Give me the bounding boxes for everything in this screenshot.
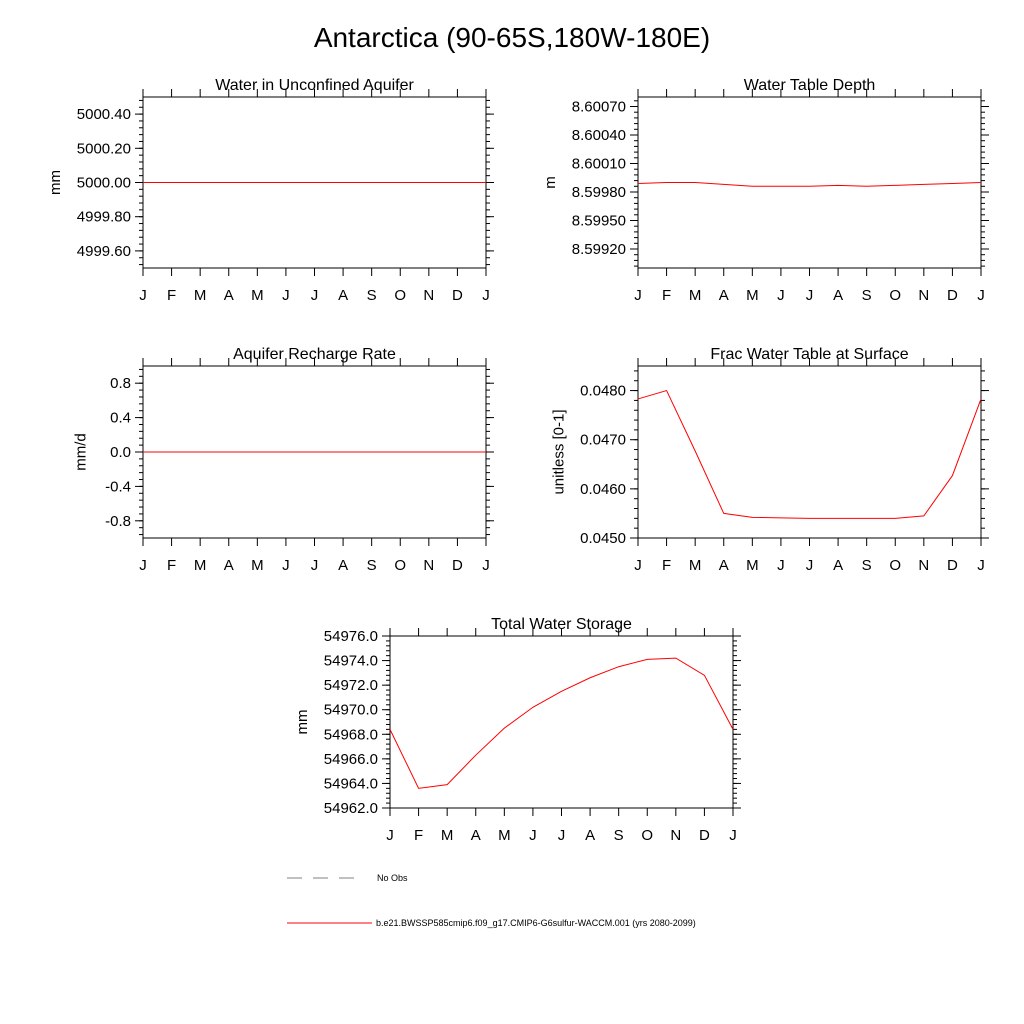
chart-panel-4 bbox=[551, 346, 989, 574]
x-tick-label: J bbox=[482, 557, 490, 574]
chart-panel-3 bbox=[72, 346, 494, 574]
y-tick-label: 54974.0 bbox=[323, 652, 378, 670]
x-tick-label: A bbox=[585, 827, 596, 844]
y-tick-label: 0.0450 bbox=[580, 530, 626, 547]
y-tick-label: 8.59920 bbox=[571, 241, 626, 258]
x-tick-label: J bbox=[386, 827, 394, 844]
series-line bbox=[638, 391, 981, 519]
y-tick-label: 8.59980 bbox=[571, 184, 626, 201]
x-tick-label: D bbox=[946, 557, 958, 574]
plot-frame bbox=[638, 366, 981, 538]
y-tick-label: 54964.0 bbox=[323, 775, 378, 793]
series-line bbox=[390, 658, 733, 788]
x-tick-label: A bbox=[338, 287, 349, 304]
y-tick-label: 0.0460 bbox=[580, 480, 626, 498]
y-axis-label: m bbox=[542, 176, 560, 189]
y-axis-label: mm/d bbox=[72, 433, 90, 471]
y-tick-label: 8.59950 bbox=[571, 212, 626, 230]
x-tick-label: S bbox=[366, 287, 377, 304]
chart-panel-5 bbox=[294, 616, 741, 844]
x-tick-label: J bbox=[310, 557, 319, 574]
x-tick-label: J bbox=[777, 287, 785, 304]
x-tick-label: J bbox=[805, 557, 814, 574]
chart-title: Frac Water Table at Surface bbox=[710, 346, 909, 363]
x-tick-label: J bbox=[729, 827, 737, 844]
x-tick-label: N bbox=[918, 557, 930, 574]
x-tick-label: M bbox=[440, 827, 454, 844]
legend bbox=[287, 873, 696, 928]
x-tick-label: J bbox=[529, 827, 537, 844]
x-tick-label: J bbox=[977, 557, 985, 574]
x-tick-label: A bbox=[470, 827, 481, 844]
y-tick-label: 54972.0 bbox=[323, 677, 378, 695]
x-tick-label: M bbox=[251, 557, 264, 574]
x-tick-label: M bbox=[251, 287, 264, 304]
y-tick-label: 5000.40 bbox=[76, 106, 131, 124]
x-tick-label: O bbox=[641, 827, 654, 844]
x-tick-label: J bbox=[282, 287, 290, 304]
x-tick-label: O bbox=[889, 557, 902, 574]
x-tick-label: D bbox=[946, 287, 958, 304]
x-tick-label: M bbox=[688, 287, 702, 304]
x-tick-label: J bbox=[634, 557, 642, 574]
x-tick-label: M bbox=[193, 557, 207, 574]
y-tick-label: 5000.00 bbox=[76, 174, 131, 192]
y-tick-label: -0.4 bbox=[105, 478, 131, 496]
figure-title: Antarctica (90-65S,180W-180E) bbox=[313, 22, 711, 53]
x-tick-label: N bbox=[670, 827, 682, 844]
y-tick-label: 8.60010 bbox=[571, 155, 626, 173]
x-tick-label: J bbox=[482, 287, 490, 304]
x-tick-label: D bbox=[698, 827, 710, 844]
x-tick-label: J bbox=[977, 287, 985, 304]
chart-title: Aquifer Recharge Rate bbox=[233, 346, 396, 363]
x-tick-label: O bbox=[889, 287, 902, 304]
y-tick-label: 0.4 bbox=[110, 409, 131, 427]
x-tick-label: J bbox=[282, 557, 290, 574]
x-tick-label: F bbox=[661, 287, 672, 304]
y-tick-label: 54968.0 bbox=[323, 726, 378, 744]
x-tick-label: M bbox=[498, 827, 511, 844]
x-tick-label: M bbox=[193, 287, 207, 304]
x-tick-label: J bbox=[777, 557, 785, 574]
y-tick-label: 54976.0 bbox=[323, 628, 378, 645]
x-tick-label: J bbox=[139, 287, 147, 304]
x-tick-label: O bbox=[394, 557, 407, 574]
x-tick-label: F bbox=[661, 557, 672, 574]
x-tick-label: M bbox=[688, 557, 702, 574]
y-tick-label: 54962.0 bbox=[323, 800, 378, 817]
y-tick-label: 0.0470 bbox=[580, 431, 626, 449]
x-tick-label: F bbox=[166, 287, 177, 304]
y-tick-label: 5000.20 bbox=[76, 140, 131, 158]
legend-obs-label: No Obs bbox=[377, 873, 408, 883]
chart-panel-1 bbox=[47, 77, 494, 304]
y-tick-label: 0.8 bbox=[110, 375, 131, 393]
y-tick-label: 4999.60 bbox=[76, 242, 131, 260]
x-tick-label: J bbox=[805, 287, 814, 304]
x-tick-label: S bbox=[861, 287, 872, 304]
x-tick-label: D bbox=[451, 557, 463, 574]
x-tick-label: J bbox=[310, 287, 319, 304]
y-axis-label: mm bbox=[47, 170, 65, 195]
y-tick-label: -0.8 bbox=[105, 512, 131, 530]
x-tick-label: A bbox=[223, 557, 234, 574]
x-tick-label: O bbox=[394, 287, 407, 304]
y-axis-label: unitless [0-1] bbox=[550, 409, 568, 495]
x-tick-label: F bbox=[166, 557, 177, 574]
x-tick-label: A bbox=[718, 557, 729, 574]
x-tick-label: S bbox=[861, 557, 872, 574]
x-tick-label: N bbox=[423, 557, 435, 574]
x-tick-label: D bbox=[451, 287, 463, 304]
x-tick-label: S bbox=[366, 557, 377, 574]
y-tick-label: 54966.0 bbox=[323, 750, 378, 768]
x-tick-label: A bbox=[338, 557, 349, 574]
x-tick-label: J bbox=[139, 557, 147, 574]
y-axis-label: mm bbox=[294, 709, 312, 735]
y-tick-label: 0.0480 bbox=[580, 382, 626, 400]
x-tick-label: J bbox=[557, 827, 566, 844]
y-tick-label: 8.60040 bbox=[571, 127, 626, 144]
x-tick-label: N bbox=[423, 287, 435, 304]
x-tick-label: A bbox=[833, 557, 844, 574]
x-tick-label: A bbox=[223, 287, 234, 304]
legend-model-label: b.e21.BWSSP585cmip6.f09_g17.CMIP6-G6sulfur-WACCM.001 (yrs 2080-2099) bbox=[376, 918, 696, 928]
x-tick-label: S bbox=[613, 827, 624, 844]
chart-title: Total Water Storage bbox=[491, 616, 632, 633]
chart-title: Water Table Depth bbox=[743, 77, 876, 94]
y-tick-label: 0.0 bbox=[110, 444, 131, 461]
x-tick-label: M bbox=[746, 557, 759, 574]
x-tick-label: N bbox=[918, 287, 930, 304]
series-line bbox=[638, 183, 981, 187]
x-tick-label: J bbox=[634, 287, 642, 304]
x-tick-label: A bbox=[833, 287, 844, 304]
y-tick-label: 8.60070 bbox=[571, 98, 626, 116]
x-tick-label: M bbox=[746, 287, 759, 304]
chart-panel-2 bbox=[542, 77, 989, 304]
chart-title: Water in Unconfined Aquifer bbox=[215, 77, 414, 94]
x-tick-label: F bbox=[413, 827, 424, 844]
y-tick-label: 4999.80 bbox=[76, 208, 131, 226]
y-tick-label: 54970.0 bbox=[323, 701, 378, 719]
x-tick-label: A bbox=[718, 287, 729, 304]
